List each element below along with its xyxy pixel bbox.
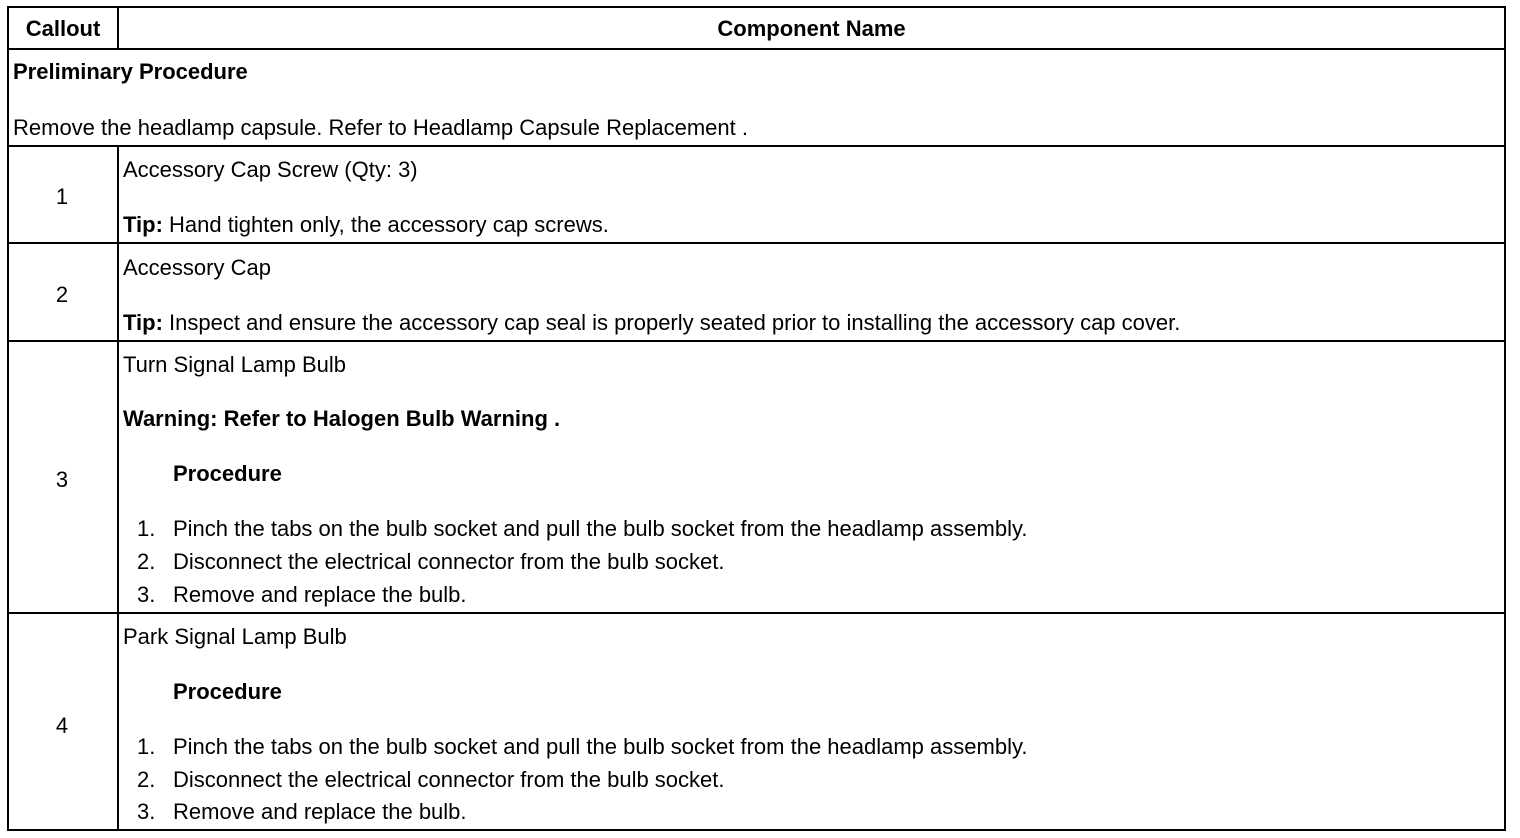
tip-text: Inspect and ensure the accessory cap seal is properly seated prior to installing the accessory cap cover. <box>162 310 1181 335</box>
header-divider <box>9 48 1504 50</box>
procedure-heading: Procedure <box>173 461 282 486</box>
header-callout: Callout <box>25 16 101 41</box>
component-name: Accessory Cap <box>123 255 271 280</box>
row-divider <box>9 340 1504 342</box>
tip-label: Tip: <box>123 310 163 335</box>
component-name: Turn Signal Lamp Bulb <box>123 352 346 377</box>
step-number: 3. <box>137 799 156 824</box>
row-divider <box>9 242 1504 244</box>
step-text: Pinch the tabs on the bulb socket and pull the bulb socket from the headlamp assembly. <box>173 516 1028 541</box>
preliminary-heading: Preliminary Procedure <box>13 59 248 84</box>
step-number: 2. <box>137 549 156 574</box>
column-divider <box>117 145 119 831</box>
row-divider <box>9 612 1504 614</box>
tip-note <box>123 214 609 236</box>
step-number: 2. <box>137 767 156 792</box>
tip-label: Tip: <box>123 212 163 237</box>
step-number: 1. <box>137 516 156 541</box>
tip-note <box>123 312 1180 334</box>
callout-number: 4 <box>55 713 69 738</box>
step-number: 1. <box>137 734 156 759</box>
step-number: 3. <box>137 582 156 607</box>
callout-number: 2 <box>55 282 69 307</box>
procedure-table <box>7 6 1506 831</box>
preliminary-text: Remove the headlamp capsule. Refer to Headlamp Capsule Replacement . <box>13 115 748 140</box>
step-text: Disconnect the electrical connector from the bulb socket. <box>173 767 725 792</box>
step-text: Pinch the tabs on the bulb socket and pull the bulb socket from the headlamp assembly. <box>173 734 1028 759</box>
component-name: Accessory Cap Screw (Qty: 3) <box>123 157 418 182</box>
step-text: Remove and replace the bulb. <box>173 582 467 607</box>
callout-number: 1 <box>55 184 69 209</box>
tip-text: Hand tighten only, the accessory cap screws. <box>162 212 609 237</box>
warning-note: Warning: Refer to Halogen Bulb Warning . <box>123 406 561 431</box>
row-divider <box>9 145 1504 147</box>
component-name: Park Signal Lamp Bulb <box>123 624 347 649</box>
header-component-name: Component Name <box>717 16 906 41</box>
step-text: Remove and replace the bulb. <box>173 799 467 824</box>
step-text: Disconnect the electrical connector from the bulb socket. <box>173 549 725 574</box>
callout-number: 3 <box>55 467 69 492</box>
procedure-heading: Procedure <box>173 679 282 704</box>
